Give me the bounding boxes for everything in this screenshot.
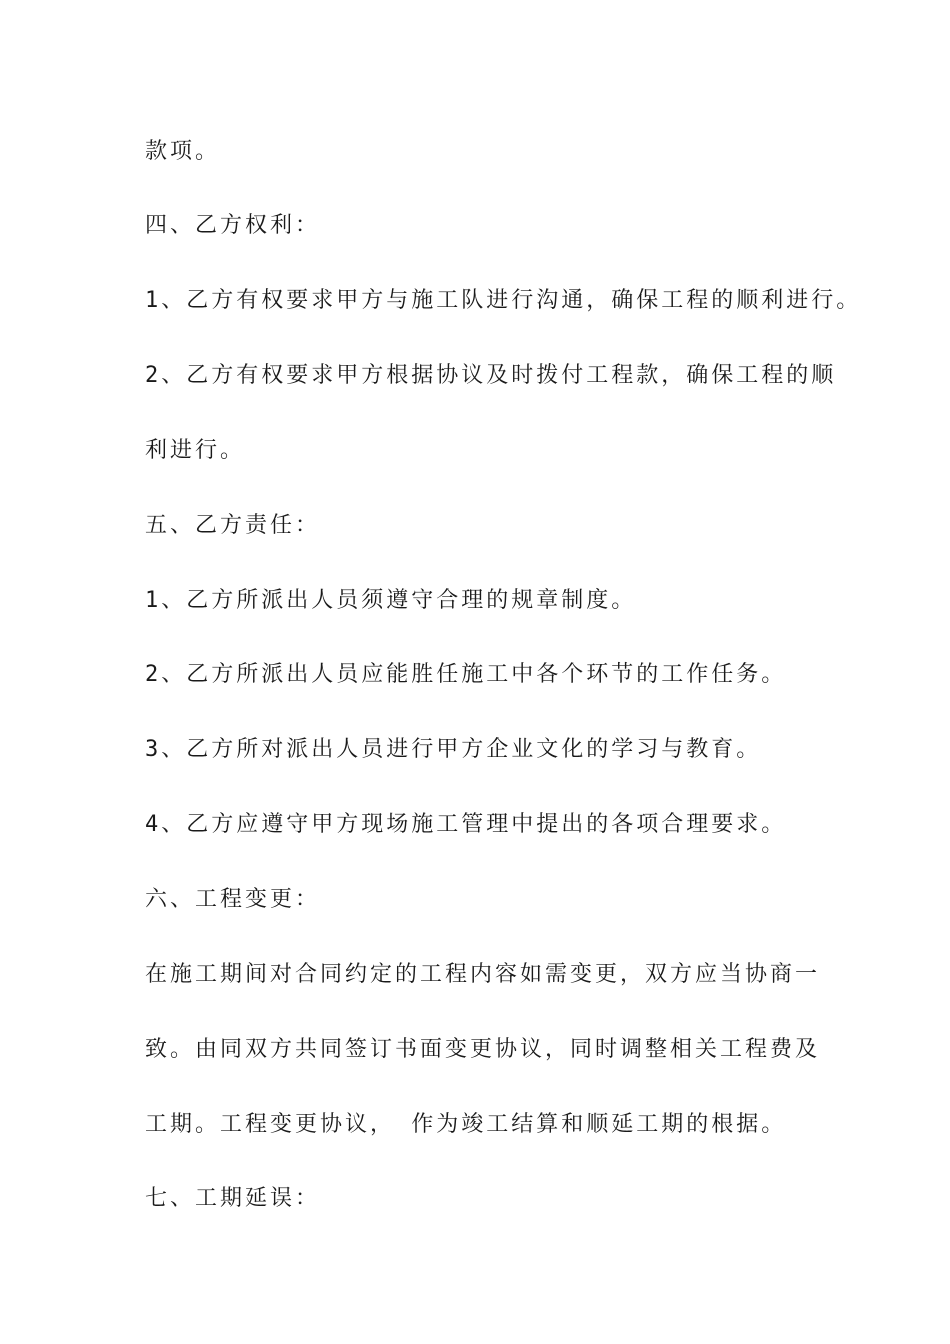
paragraph-line: 1、乙方所派出人员须遵守合理的规章制度。 [145,588,637,613]
paragraph-line: 款项。 [145,139,221,164]
section-heading-party-b-rights: 四、乙方权利： [145,213,321,238]
paragraph-line: 在施工期间对合同约定的工程内容如需变更，双方应当协商一 [145,962,821,987]
paragraph-line: 工期。工程变更协议， 作为竣工结算和顺延工期的根据。 [145,1112,787,1137]
section-heading-schedule-delay: 七、工期延误： [145,1186,321,1211]
section-heading-project-changes: 六、工程变更： [145,887,321,912]
paragraph-line: 1、乙方有权要求甲方与施工队进行沟通，确保工程的顺利进行。 [145,288,862,313]
paragraph-line: 致。由同双方共同签订书面变更协议，同时调整相关工程费及 [145,1037,821,1062]
paragraph-line: 3、乙方所对派出人员进行甲方企业文化的学习与教育。 [145,737,762,762]
paragraph-line: 2、乙方所派出人员应能胜任施工中各个环节的工作任务。 [145,662,787,687]
section-heading-party-b-duties: 五、乙方责任： [145,513,321,538]
paragraph-line: 利进行。 [145,438,246,463]
paragraph-line: 4、乙方应遵守甲方现场施工管理中提出的各项合理要求。 [145,812,787,837]
paragraph-line: 2、乙方有权要求甲方根据协议及时拨付工程款，确保工程的顺 [145,363,837,388]
